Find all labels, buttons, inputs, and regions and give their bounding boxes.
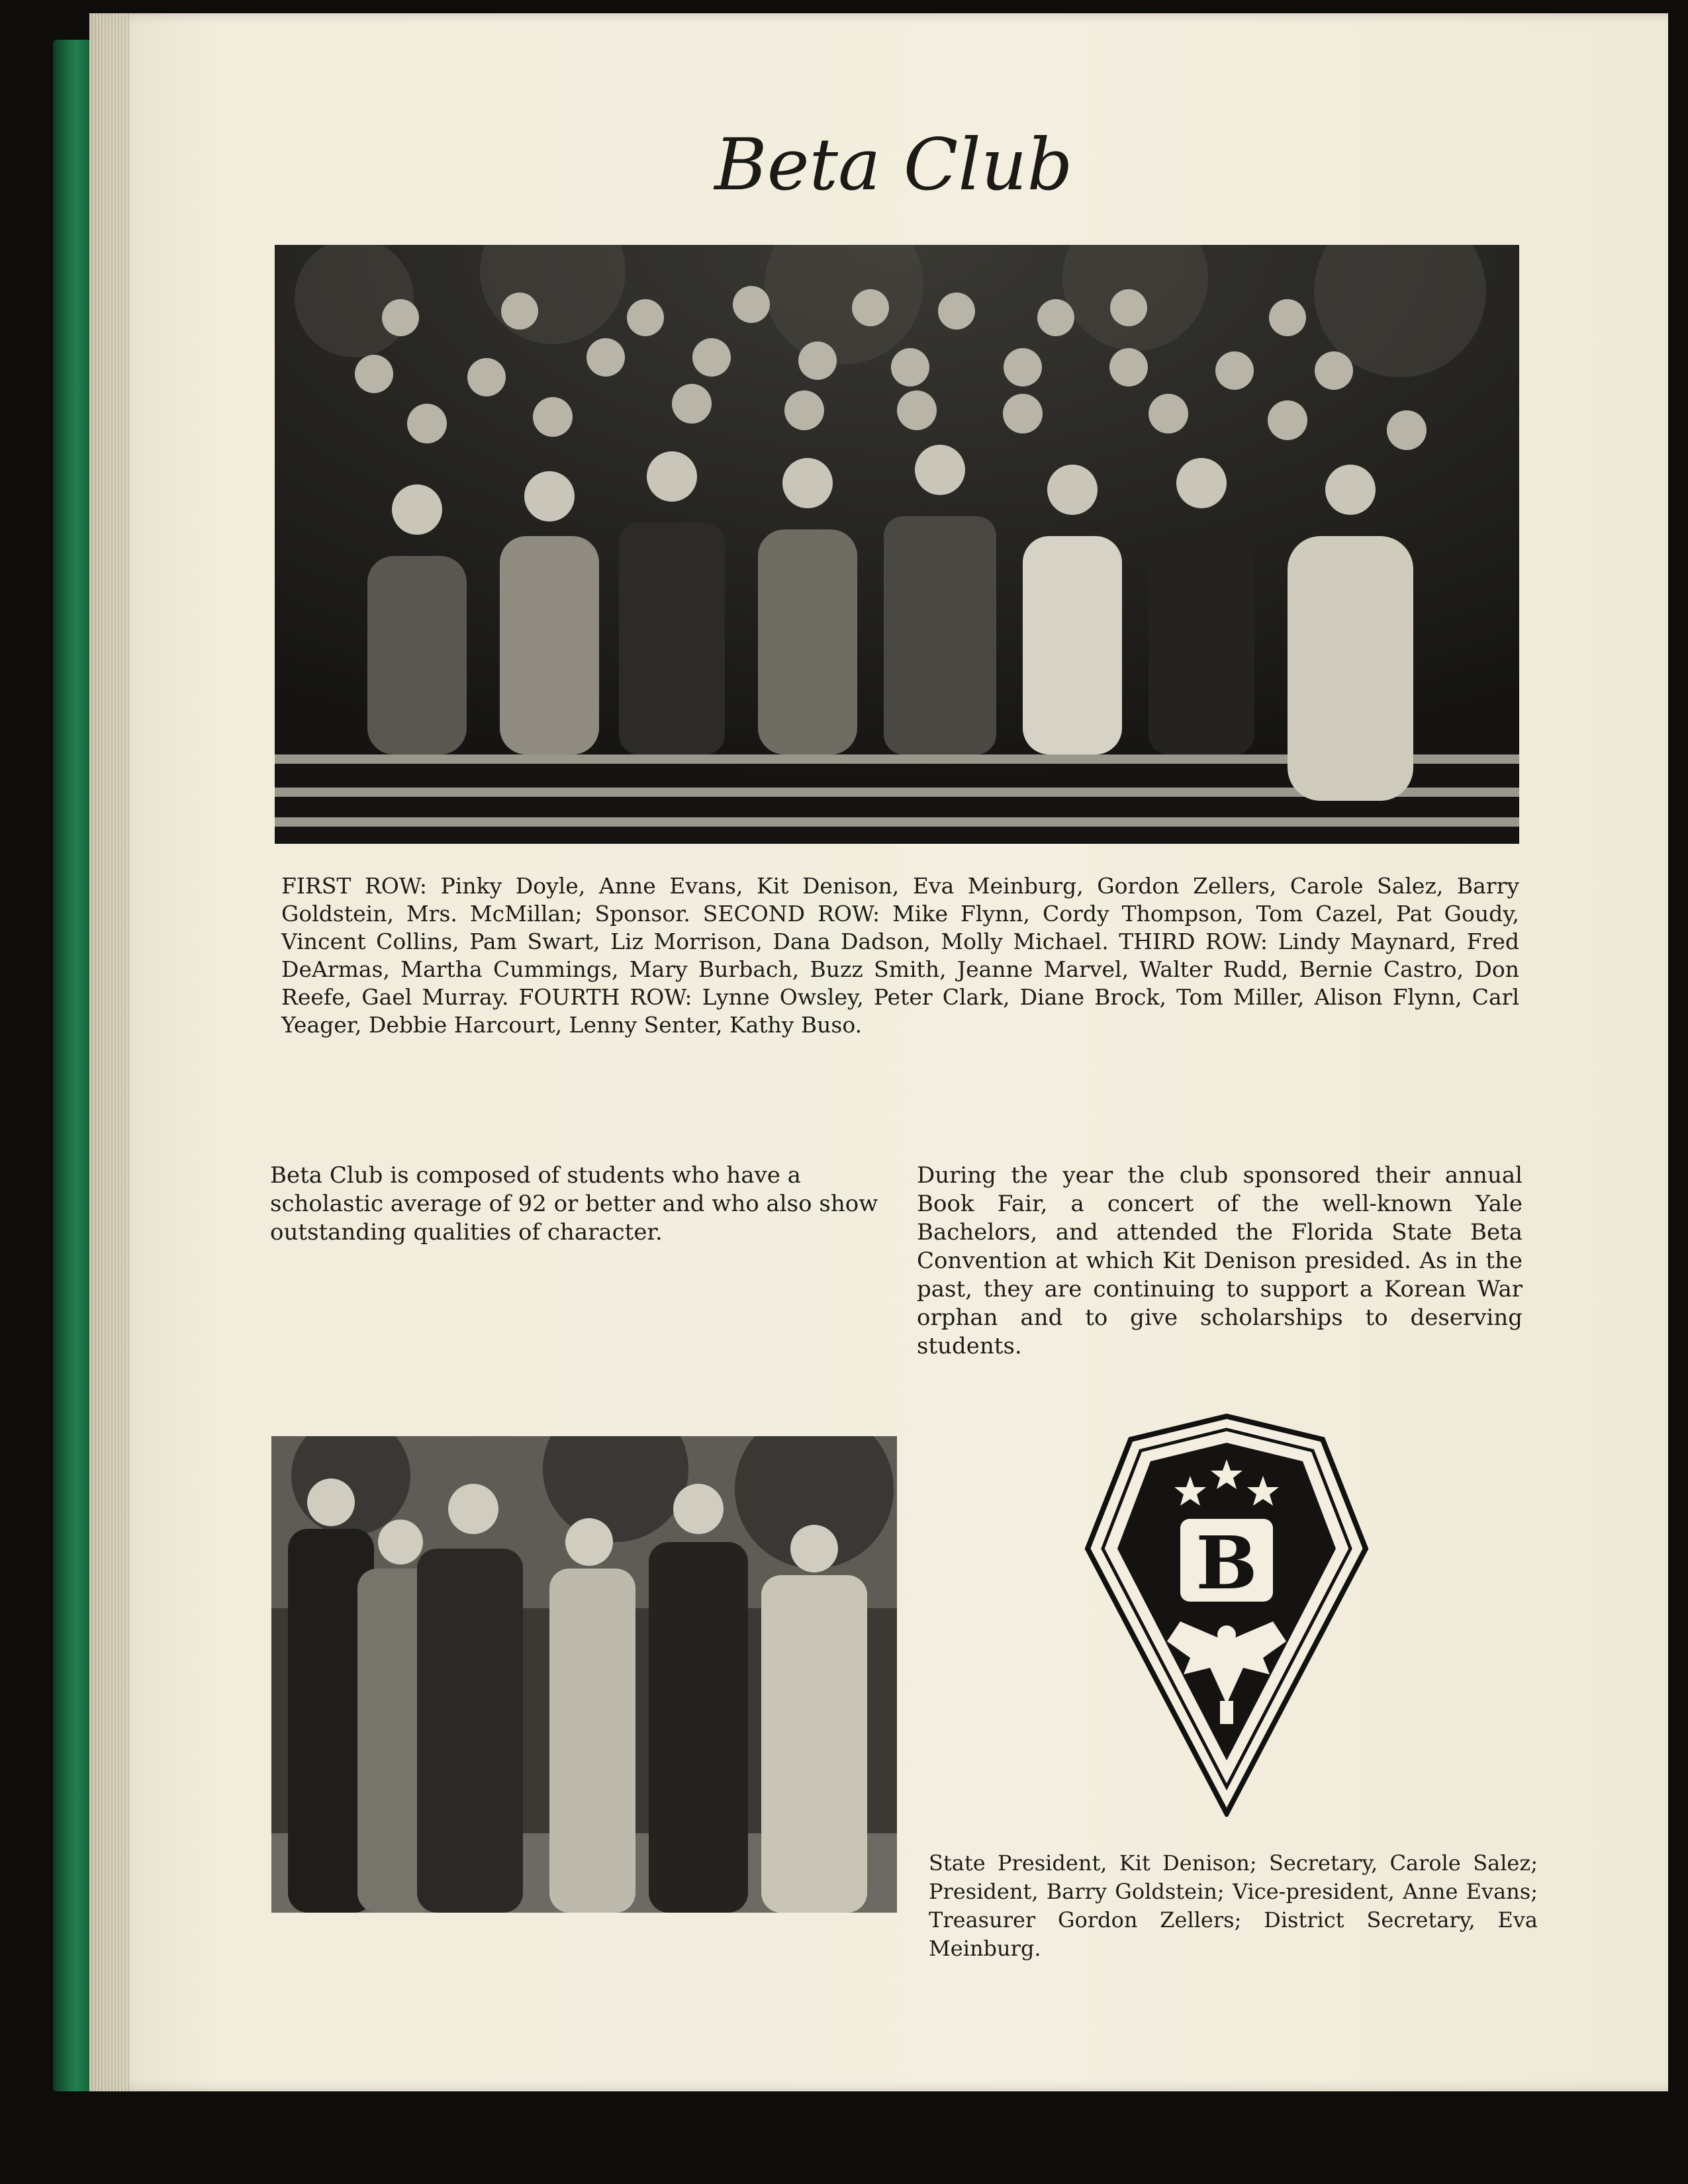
group-photo (275, 245, 1519, 844)
intro-paragraph: Beta Club is composed of students who have a scholastic average of 92 or better and who also show outstanding qualities of character. (270, 1162, 878, 1246)
officers-photo-caption: State President, Kit Denison; Secretary, Carole Salez; President, Barry Goldstein; Vice-president, Anne Evans; Treasurer Gordon Zellers; District Secretary, Eva Meinburg. (929, 1850, 1538, 1961)
page-edges (89, 13, 129, 2091)
officers-photo (271, 1436, 897, 1913)
group-photo-image (275, 245, 1519, 844)
book-spine (53, 40, 93, 2091)
beta-club-emblem (1084, 1413, 1369, 1817)
emblem-letter: B (1196, 1520, 1258, 1606)
page-title: Beta Club (714, 124, 1073, 206)
group-photo-caption: FIRST ROW: Pinky Doyle, Anne Evans, Kit Denison, Eva Meinburg, Gordon Zellers, Carole Salez, Barry Goldstein, Mrs. McMillan; Sponsor. SECOND ROW: Mike Flynn, Cordy Thompson, Tom Cazel, Pat Goudy, Vincent Collins, Pam Swart, Liz Morrison, Dana Dadson, Molly Michael. THIRD ROW: Lindy Maynard, Fred DeArmas, Martha Cummings, Mary Burbach, Buzz Smith, Jeanne Marvel, Walter Rudd, Bernie Castro, Don Reefe, Gael Murray. FOURTH ROW: Lynne Owsley, Peter Clark, Diane Brock, Tom Miller, Alison Flynn, Carl Yeager, Debbie Harcourt, Lenny Senter, Kathy Buso. (281, 873, 1519, 1038)
activities-paragraph: During the year the club sponsored their annual Book Fair, a concert of the well-known Yale Bachelors, and attended the Florida State Beta Convention at which Kit Denison presided. As in the past, they are continuing to support a Korean War orphan and to give scholarships to deserving students. (917, 1162, 1523, 1359)
emblem-shield (1084, 1413, 1369, 1817)
officers-photo-image (271, 1436, 897, 1913)
